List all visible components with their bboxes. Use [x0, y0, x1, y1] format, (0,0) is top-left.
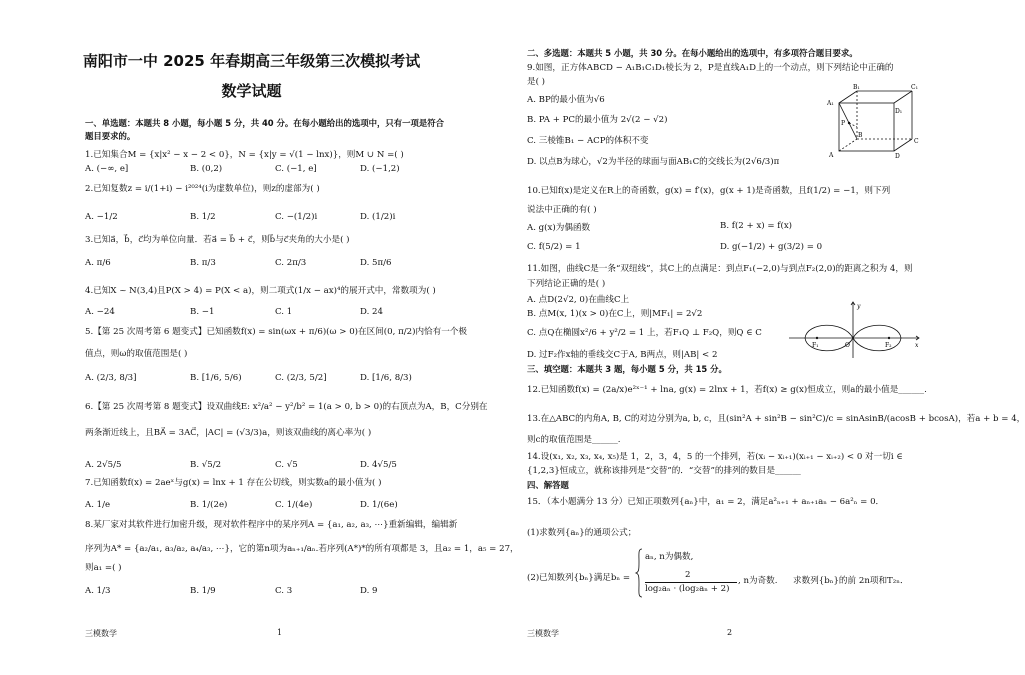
question-15-part-1: (1)求数列{aₙ}的通项公式；	[527, 528, 637, 538]
piecewise-case-even: aₙ, n为偶数,	[645, 552, 694, 562]
q11-option-b: B. 点M(x, 1)(x > 0)在C上，则|MF₁| = 2√2	[527, 309, 703, 319]
q3-option-d: D. 5π/6	[360, 258, 392, 268]
question-15: 15．（本小题满分 13 分）已知正项数列{aₙ}中，a₁ = 2，满足a²ₙ₊₁ + aₙ₊₁aₙ − 6a²ₙ = 0．	[527, 497, 885, 507]
q10-option-a: A. g(x)为偶函数	[527, 223, 591, 233]
q7-option-a: A. 1/e	[85, 500, 111, 510]
question-8-cont2: 则a₁ =( )	[85, 563, 122, 573]
q7-option-b: B. 1/(2e)	[190, 500, 228, 510]
section-multi-choice: 二、多选题：本题共 5 小题，共 30 分。在每小题给出的选项中，有多项符合题目要求。	[527, 48, 858, 58]
page-2	[475, 0, 1025, 675]
question-5-cont: 值点，则ω的取值范围是( )	[85, 349, 188, 359]
q5-option-d: D. [1/6, 8/3)	[360, 373, 412, 383]
q3-option-a: A. π/6	[85, 258, 111, 268]
page-footer: 三模数学	[85, 629, 117, 638]
q8-option-a: A. 1/3	[85, 586, 111, 596]
page-number-2: 2	[727, 628, 733, 637]
q1-option-d: D. (−1,2)	[360, 164, 400, 174]
question-10: 10.已知f(x)是定义在R上的奇函数，g(x) = f′(x)，g(x + 1)是奇函数，且f(1/2) = −1，则下列	[527, 186, 891, 196]
q10-option-d: D. g(−1/2) + g(3/2) = 0	[720, 242, 823, 252]
question-13: 13.在△ABC的内角A, B, C的对边分别为a, b, c，且(sin²A + sin²B − sin²C)/c = sinAsinB/(acosB + bcosA)，若a + b = 4，	[527, 414, 1025, 424]
question-4: 4.已知X ~ N(3,4)且P(X > 4) = P(X < a)，则二项式(1/x − ax)⁴的展开式中，常数项为( )	[85, 286, 436, 296]
q3-option-c: C. 2π/3	[275, 258, 307, 268]
q8-option-c: C. 3	[275, 586, 293, 596]
q5-option-a: A. (2/3, 8/3]	[85, 373, 137, 383]
section-single-choice-cont: 题目要求的。	[85, 131, 136, 141]
page-footer-2: 三模数学	[527, 629, 559, 638]
cube-label-c1: C₁	[911, 84, 918, 91]
question-13-cont: 则c的取值范围是______.	[527, 435, 621, 445]
question-5: 5.【第 25 次周考第 6 题变式】已知函数f(x) = sin(ωx + π/6)(ω > 0)在区间(0, π/2)内恰有一个极	[85, 327, 468, 337]
cube-label-b: B	[858, 132, 863, 139]
q1-option-a: A. (−∞, e]	[85, 164, 129, 174]
q6-option-d: D. 4√5/5	[360, 460, 397, 470]
q4-option-b: B. −1	[190, 307, 215, 317]
question-9: 9.如图，正方体ABCD − A₁B₁C₁D₁棱长为 2，P是直线A₁D上的一个动点，则下列结论中正确的	[527, 63, 894, 73]
lemn-label-x: x	[915, 342, 919, 349]
q5-option-b: B. [1/6, 5/6)	[190, 373, 242, 383]
q1-option-b: B. (0,2)	[190, 164, 223, 174]
piecewise-brace	[635, 548, 643, 598]
question-10-cont: 说法中正确的有( )	[527, 205, 597, 215]
q6-option-a: A. 2√5/5	[85, 460, 122, 470]
q2-option-b: B. 1/2	[190, 212, 216, 222]
q9-option-a: A. BP的最小值为√6	[527, 95, 605, 105]
q5-option-c: C. (2/3, 5/2]	[275, 373, 327, 383]
q6-option-c: C. √5	[275, 460, 298, 470]
cube-label-c: C	[914, 138, 919, 145]
lemn-label-origin: O	[845, 342, 850, 349]
cube-label-d: D	[895, 153, 900, 160]
question-6-cont: 两条渐近线上，且BA⃗ = 3AC⃗，|AC| = (√3/3)a，则该双曲线的离心率为( )	[85, 428, 372, 438]
cube-label-d1: D₁	[895, 108, 903, 115]
lemn-label-f1: F₁	[812, 342, 819, 349]
question-3: 3.已知a⃗，b⃗，c⃗均为单位向量．若a⃗ = b⃗ + c⃗，则b⃗与c⃗夹角的大小是( )	[85, 235, 350, 245]
q2-option-c: C. −(1/2)i	[275, 212, 318, 222]
cube-figure	[825, 85, 925, 160]
q4-option-a: A. −24	[85, 307, 115, 317]
piecewise-case-odd: , n为奇数.	[738, 576, 778, 586]
q4-option-d: D. 24	[360, 307, 383, 317]
cube-label-b1: B₁	[853, 84, 860, 91]
question-12: 12.已知函数f(x) = (2a/x)e²ˣ⁻¹ + lna, g(x) = 2lnx + 1，若f(x) ≥ g(x)恒成立，则a的最小值是______.	[527, 385, 927, 395]
q7-option-d: D. 1/(6e)	[360, 500, 398, 510]
q10-option-b: B. f(2 + x) = f(x)	[720, 221, 793, 231]
q11-option-d: D. 过F₂作x轴的垂线交C于A, B两点，则|AB| < 2	[527, 350, 718, 360]
fraction-bar	[645, 582, 737, 583]
question-1: 1.已知集合M = {x|x² − x − 2 < 0}，N = {x|y = √(1 − lnx)}，则M ∪ N =( )	[85, 150, 404, 160]
q10-option-c: C. f(5/2) = 1	[527, 242, 581, 252]
question-2: 2.已知复数z = i/(1+i) − i²⁰²⁴(i为虚数单位)，则z的虚部为( )	[85, 184, 320, 194]
question-14-cont: {1,2,3}恒成立，就称该排列是“交替”的．“交替”的排列的数目是______	[527, 466, 801, 476]
q7-option-c: C. 1/(4e)	[275, 500, 313, 510]
q8-option-d: D. 9	[360, 586, 378, 596]
q9-option-b: B. PA + PC的最小值为 2√(2 − √2)	[527, 115, 668, 125]
lemniscate-figure	[785, 300, 925, 362]
cube-label-a1: A₁	[827, 100, 834, 107]
lemn-label-y: y	[857, 303, 861, 310]
exam-subtitle: 数学试题	[221, 82, 282, 100]
q2-option-a: A. −1/2	[85, 212, 118, 222]
question-9-cont: 是( )	[527, 77, 546, 87]
exam-title: 南阳市一中 2025 年春期高三年级第三次模拟考试	[82, 52, 421, 70]
question-6: 6.【第 25 次周考第 8 题变式】设双曲线E: x²/a² − y²/b² = 1(a > 0, b > 0)的右顶点为A，B，C分别在	[85, 402, 488, 412]
q3-option-b: B. π/3	[190, 258, 216, 268]
cube-label-a: A	[829, 152, 834, 159]
question-15-part-2-task: 求数列{bₙ}的前 2n项和T₂ₙ．	[793, 576, 909, 586]
section-fill-in: 三、填空题：本题共 3 题，每小题 5 分，共 15 分。	[527, 364, 727, 374]
q2-option-d: D. (1/2)i	[360, 212, 396, 222]
piecewise-denominator: log₂aₙ · (log₂aₙ + 2)	[645, 584, 730, 594]
question-11: 11.如图，曲线C是一条“双纽线”，其C上的点满足：到点F₁(−2,0)与到点F₂(2,0)的距离之积为 4，则	[527, 264, 913, 274]
question-8: 8.某厂家对其软件进行加密升级，现对软件程序中的某序列A = {a₁, a₂, a₃, ⋯}重新编辑，编辑新	[85, 520, 458, 530]
q9-option-c: C. 三棱锥B₁ − ACP的体积不变	[527, 136, 649, 146]
question-7: 7.已知函数f(x) = 2aeˣ与g(x) = lnx + 1 存在公切线，则实数a的最小值为( )	[85, 478, 382, 488]
question-14: 14.设(x₁, x₂, x₃, x₄, x₅)是 1，2，3，4，5 的一个排列，若(xᵢ − xᵢ₊₁)(xᵢ₊₁ − xᵢ₊₂) < 0 对一切i ∈	[527, 452, 903, 462]
q11-option-a: A. 点D(2√2, 0)在曲线C上	[527, 295, 630, 305]
question-11-cont: 下列结论正确的是( )	[527, 279, 606, 289]
page-number: 1	[277, 628, 283, 637]
q8-option-b: B. 1/9	[190, 586, 216, 596]
question-8-cont: 序列为A* = {a₂/a₁, a₃/a₂, a₄/a₃, ⋯}，它的第n项为aₙ₊₁/aₙ.若序列(A*)*的所有项都是 3，且a₂ = 1，a₅ = 27，	[85, 544, 519, 554]
cube-label-p: P	[841, 120, 846, 127]
lemn-label-f2: F₂	[885, 342, 892, 349]
q1-option-c: C. (−1, e]	[275, 164, 317, 174]
question-15-part-2: (2)已知数列{bₙ}满足bₙ =	[527, 573, 631, 583]
q9-option-d: D. 以点B为球心，√2为半径的球面与面AB₁C的交线长为(2√6/3)π	[527, 157, 780, 167]
section-solve: 四、解答题	[527, 480, 569, 490]
section-single-choice: 一、单选题：本题共 8 小题，每小题 5 分，共 40 分。在每小题给出的选项中，只有一项是符合	[85, 118, 445, 128]
q6-option-b: B. √5/2	[190, 460, 222, 470]
q11-option-c: C. 点Q在椭圆x²/6 + y²/2 = 1 上，若F₁Q ⊥ F₂Q，则Q ∈ C	[527, 328, 762, 338]
q4-option-c: C. 1	[275, 307, 293, 317]
piecewise-numerator: 2	[685, 570, 691, 580]
